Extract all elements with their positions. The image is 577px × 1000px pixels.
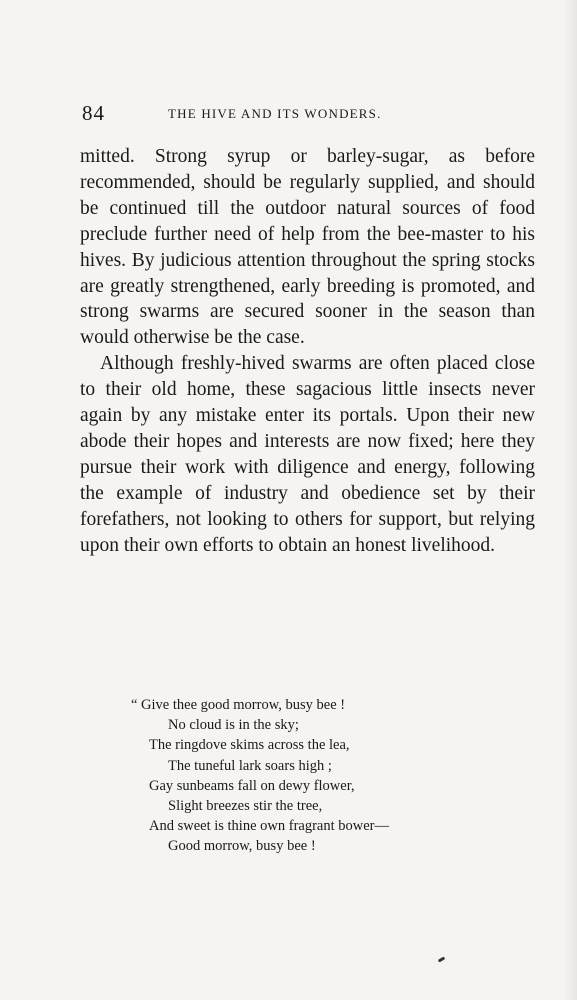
- ink-speck: [438, 956, 446, 962]
- poem-line: “ Give thee good morrow, busy bee !: [131, 697, 346, 713]
- poem-line: Gay sunbeams fall on dewy flower,: [149, 777, 355, 794]
- poem-line: The tuneful lark soars high ;: [168, 757, 332, 774]
- poem-line: Slight breezes stir the tree,: [168, 798, 323, 815]
- poem-line: The ringdove skims across the lea,: [149, 737, 350, 754]
- poem-line: And sweet is thine own fragrant bower—: [149, 818, 389, 835]
- body-text: [80, 144, 535, 559]
- paragraph: Although freshly-hived swarms are often placed close to their old home, these sagacious little insects never again by any mistake enter its portals. Upon their new abode their hopes and interests are now fixed; here they pursue their work with diligence and energy, following the example of industry and obedience set by their forefathers, not looking to others for support, but relying upon their own efforts to obtain an honest livelihood.: [80, 353, 535, 556]
- page-number: 84: [82, 101, 105, 125]
- poem-line: No cloud is in the sky;: [168, 717, 299, 734]
- poem: [131, 695, 491, 857]
- poem-line: Good morrow, busy bee !: [168, 838, 316, 855]
- paragraph: mitted. Strong syrup or barley-sugar, as before recommended, should be regularly supplied, and should be continued till the outdoor natural sources of food preclude further need of help from the bee-master to his hives. By judicious attention throughout the spring stocks are greatly strengthened, early breeding is promoted, and strong swarms are secured sooner in the season than would otherwise be the case.: [80, 146, 535, 349]
- running-title: THE HIVE AND ITS WONDERS.: [168, 106, 382, 121]
- page-edge-shadow: [563, 0, 577, 1000]
- running-head: [82, 101, 542, 127]
